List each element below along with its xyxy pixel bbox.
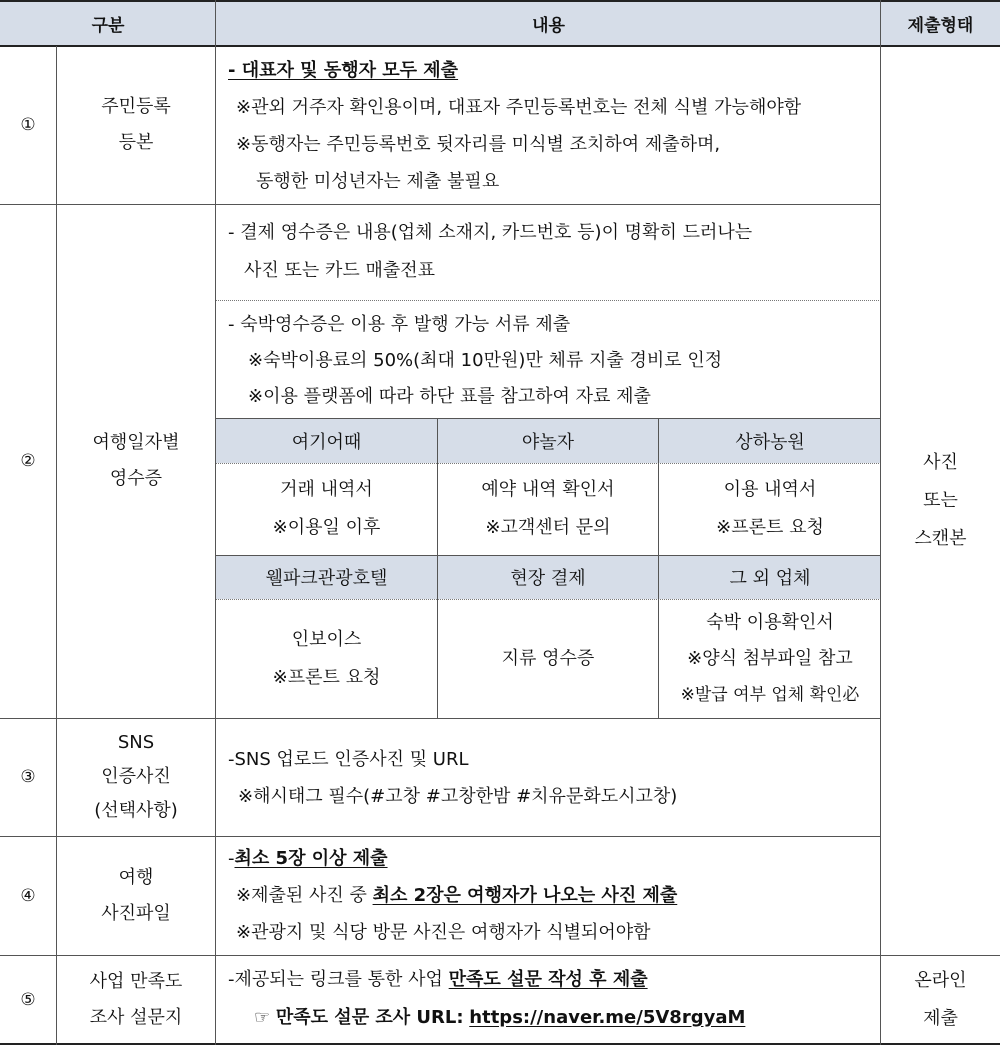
row4-content xyxy=(216,836,881,955)
row1-category-line2: 등본 xyxy=(118,132,154,153)
row4-line2-prefix: ※제출된 사진 중 xyxy=(236,885,373,906)
doc-yanolja-title: 예약 내역 확인서 xyxy=(481,479,615,500)
border-row2-bottom xyxy=(0,718,881,719)
row5-category-line1: 사업 만족도 xyxy=(89,971,183,992)
doc-other xyxy=(659,599,881,718)
row4-line2 xyxy=(236,881,677,907)
row4-number: ④ xyxy=(20,885,36,906)
row4-category-line2: 사진파일 xyxy=(101,902,171,924)
row3-number: ③ xyxy=(20,767,36,787)
row5-submission-line2: 제출 xyxy=(923,1008,958,1029)
row2-block1-line1: - 결제 영수증은 내용(업체 소재지, 카드번호 등)이 명확히 드러나는 xyxy=(228,222,753,243)
survey-url-link[interactable]: https://naver.me/5V8rgyaM xyxy=(469,1007,746,1028)
doc-welpark-title: 인보이스 xyxy=(291,628,362,650)
border-col-num xyxy=(56,46,57,1045)
border-col-category xyxy=(215,0,216,1045)
doc-other-note2: ※발급 여부 업체 확인必 xyxy=(680,684,860,705)
doc-yanolja xyxy=(437,463,659,555)
header-content: 내용 xyxy=(216,0,881,46)
row2-block2-line1: - 숙박영수증은 이용 후 발행 가능 서류 제출 xyxy=(228,314,571,335)
row1-content xyxy=(216,46,881,204)
row2-block2 xyxy=(216,300,881,418)
platform-sanghanongwon: 상하농원 xyxy=(659,418,881,463)
border-subcol2 xyxy=(658,418,659,718)
border-header-bottom xyxy=(0,45,1000,47)
row3-category-line3: (선택사항) xyxy=(94,800,178,821)
row4-category-line1: 여행 xyxy=(118,866,154,888)
submission-main-line1: 사진 xyxy=(923,451,958,473)
row2-category-line1: 여행일자별 xyxy=(92,432,180,453)
doc-welpark-note: ※프론트 요청 xyxy=(272,666,381,688)
row4-line1-emphasis: 최소 5장 이상 제출 xyxy=(234,848,388,869)
submission-main-line2: 또는 xyxy=(923,489,958,511)
row5-content xyxy=(216,955,881,1045)
row2-number: ② xyxy=(20,451,36,471)
survey-url-label: 만족도 설문 조사 URL: xyxy=(275,1007,464,1028)
doc-yeogieottae xyxy=(216,463,437,555)
row1-category xyxy=(56,46,216,204)
row5-category xyxy=(56,955,216,1045)
row2-block1-line2: 사진 또는 카드 매출전표 xyxy=(244,260,436,281)
border-col-submission xyxy=(880,0,881,1045)
pointing-hand-icon: ☞ xyxy=(254,1007,271,1028)
row3-line2: ※해시태그 필수(#고창 #고창한밤 #치유문화도시고창) xyxy=(238,786,678,807)
platform-welpark-hotel: 웰파크관광호텔 xyxy=(216,555,437,599)
doc-other-note1: ※양식 첨부파일 참고 xyxy=(687,647,853,669)
platform-other: 그 외 업체 xyxy=(659,555,881,599)
row1-line2: ※관외 거주자 확인용이며, 대표자 주민등록번호는 전체 식별 가능해야함 xyxy=(236,97,802,118)
doc-yanolja-note: ※고객센터 문의 xyxy=(485,517,611,538)
doc-other-title: 숙박 이용확인서 xyxy=(706,611,834,633)
row3-category-line2: 인증사진 xyxy=(101,766,171,787)
row1-line3: ※동행자는 주민등록번호 뒷자리를 미식별 조치하여 제출하며, xyxy=(236,134,721,155)
border-block2-bottom xyxy=(216,418,881,419)
doc-yeogieottae-note: ※이용일 이후 xyxy=(272,517,381,538)
row3-category xyxy=(56,718,216,836)
border-row3-bottom xyxy=(0,836,881,837)
doc-yeogieottae-title: 거래 내역서 xyxy=(280,479,373,500)
doc-sanghanongwon-title: 이용 내역서 xyxy=(723,479,817,500)
row4-line3: ※관광지 및 식당 방문 사진은 여행자가 식별되어야함 xyxy=(236,922,651,943)
row1-line1: - 대표자 및 동행자 모두 제출 xyxy=(228,60,459,81)
row5-submission-line1: 온라인 xyxy=(914,970,967,991)
doc-welpark-hotel xyxy=(216,599,437,718)
row1-line4: 동행한 미성년자는 제출 불필요 xyxy=(256,171,500,192)
row4-category xyxy=(56,836,216,955)
border-subhdr2-bottom xyxy=(216,599,881,600)
border-block1-bottom xyxy=(216,300,881,301)
doc-onsite-title: 지류 영수증 xyxy=(501,647,595,669)
submission-main xyxy=(881,46,1000,955)
row2-category xyxy=(56,204,216,718)
row4-line1-prefix: - xyxy=(228,848,235,869)
row2-block2-line3: ※이용 플랫폼에 따라 하단 표를 참고하여 자료 제출 xyxy=(248,386,651,407)
row5-line1 xyxy=(228,965,648,991)
row3-category-line1: SNS xyxy=(117,732,155,753)
header-submission: 제출형태 xyxy=(881,0,1000,46)
border-row1-bottom xyxy=(0,204,881,205)
border-top xyxy=(0,0,1000,2)
border-subrow1-bottom xyxy=(216,555,881,556)
row5-line1-emphasis: 만족도 설문 작성 후 제출 xyxy=(448,969,648,990)
row1-number: ① xyxy=(20,115,36,135)
row3-content xyxy=(216,718,881,836)
row5-submission xyxy=(881,955,1000,1045)
doc-sanghanongwon xyxy=(659,463,881,555)
platform-onsite-payment: 현장 결제 xyxy=(437,555,659,599)
row5-line1-prefix: -제공되는 링크를 통한 사업 xyxy=(228,969,449,990)
platform-yeogieottae: 여기어때 xyxy=(216,418,437,463)
border-row4-bottom xyxy=(0,955,1000,956)
row4-line2-emphasis: 최소 2장은 여행자가 나오는 사진 제출 xyxy=(372,885,678,906)
row3-line1: -SNS 업로드 인증사진 및 URL xyxy=(228,749,469,770)
row2-block1 xyxy=(216,204,881,300)
submission-main-line3: 스캔본 xyxy=(914,527,967,549)
row4-line1 xyxy=(228,844,388,870)
row5-line2 xyxy=(254,1003,745,1029)
border-subcol1 xyxy=(437,418,438,718)
row2-block2-line2: ※숙박이용료의 50%(최대 10만원)만 체류 지출 경비로 인정 xyxy=(248,350,723,371)
row5-number: ⑤ xyxy=(20,990,36,1010)
row1-category-line1: 주민등록 xyxy=(101,96,171,117)
row5-category-line2: 조사 설문지 xyxy=(89,1007,183,1028)
platform-yanolja: 야놀자 xyxy=(437,418,659,463)
header-category: 구분 xyxy=(0,0,216,46)
border-subhdr1-bottom xyxy=(216,463,881,464)
doc-onsite-payment xyxy=(437,599,659,718)
doc-sanghanongwon-note: ※프론트 요청 xyxy=(716,517,824,538)
row2-category-line2: 영수증 xyxy=(109,468,163,489)
